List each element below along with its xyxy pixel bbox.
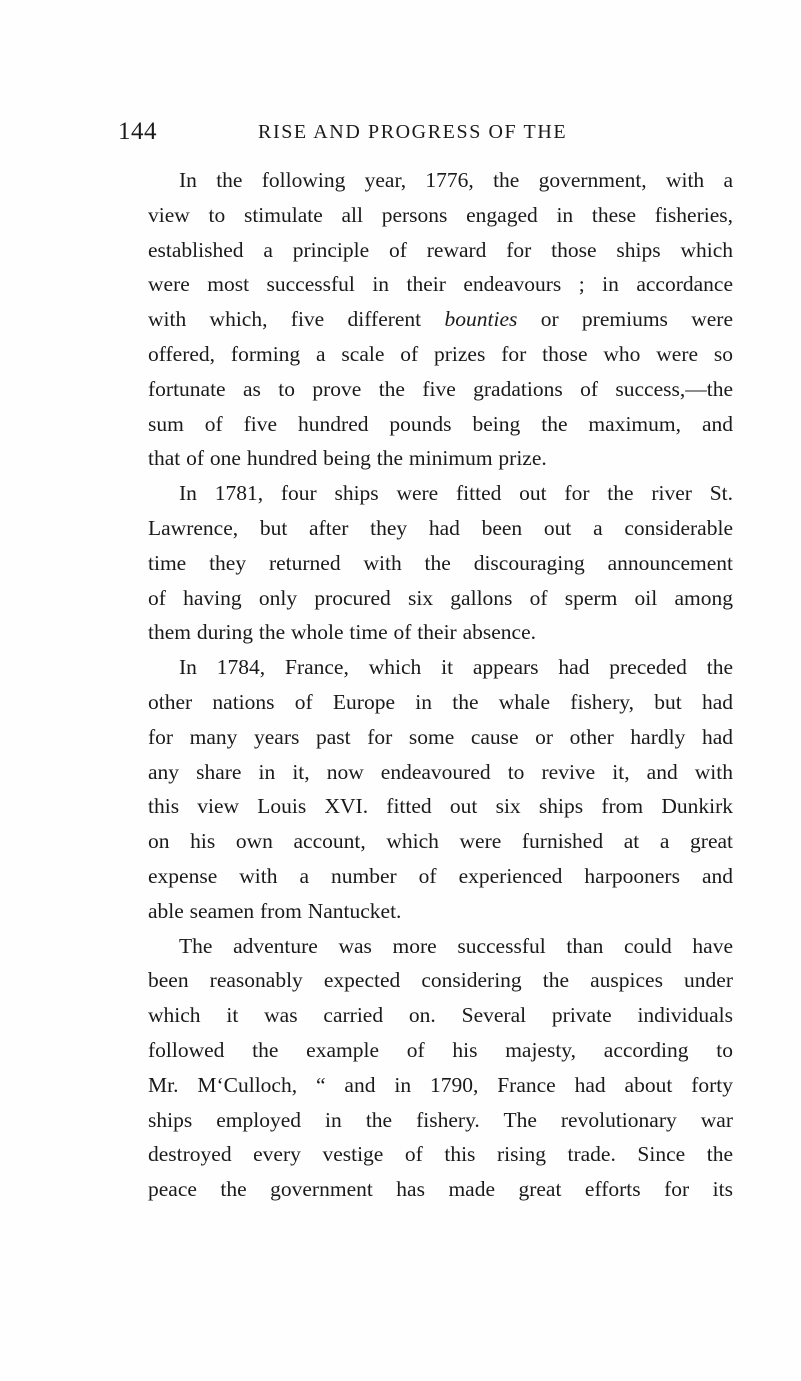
paragraph-2 [117, 476, 733, 650]
italic-word: bounties [444, 307, 518, 332]
text-fragment: with which, five different [148, 307, 422, 332]
text-line: sum of five hundred pounds being the maximum, and [148, 411, 733, 436]
text-line: offered, forming a scale of prizes for those who were so [148, 341, 733, 366]
text-line: In 1781, four ships were fitted out for the river St. [179, 481, 733, 506]
text-fragment: or premiums were [540, 307, 734, 332]
paragraph-3 [117, 650, 733, 928]
text-line: destroyed every vestige of this rising trade. Since the [148, 1142, 733, 1167]
text-line: of having only procured six gallons of sperm oil among [148, 585, 733, 610]
text-line: on his own account, which were furnished at a great [148, 829, 733, 854]
text-line: expense with a number of experienced harpooners and [148, 863, 733, 888]
page-number: 144 [118, 118, 157, 145]
text-line: them during the whole time of their absence. [148, 620, 536, 645]
paragraph-4 [117, 929, 733, 1207]
text-line: established a principle of reward for those ships which [148, 237, 733, 262]
text-line: any share in it, now endeavoured to revive it, and with [148, 759, 733, 784]
body-text [117, 163, 733, 1207]
text-line: which it was carried on. Several private individuals [148, 1003, 733, 1028]
text-line: ships employed in the fishery. The revolutionary war [148, 1107, 733, 1132]
text-line: followed the example of his majesty, according to [148, 1037, 733, 1062]
text-line: Lawrence, but after they had been out a considerable [148, 515, 733, 540]
text-line [117, 302, 733, 337]
text-line: In 1784, France, which it appears had preceded the [179, 655, 733, 680]
text-line: for many years past for some cause or other hardly had [148, 724, 733, 749]
text-line: this view Louis XVI. fitted out six ships from Dunkirk [148, 794, 733, 819]
text-line: able seamen from Nantucket. [148, 898, 402, 923]
text-line: were most successful in their endeavours ; in accordance [148, 272, 733, 297]
text-line: view to stimulate all persons engaged in these fisheries, [148, 202, 733, 227]
text-line: other nations of Europe in the whale fishery, but had [148, 689, 733, 714]
text-line: peace the government has made great efforts for its [148, 1177, 733, 1202]
running-title: RISE AND PROGRESS OF THE [258, 121, 568, 143]
text-line: time they returned with the discouraging announcement [148, 550, 733, 575]
running-head [118, 118, 728, 150]
text-line: been reasonably expected considering the auspices under [148, 968, 733, 993]
text-line: fortunate as to prove the five gradations of success,—the [148, 376, 733, 401]
paragraph-1 [117, 163, 733, 476]
text-line: Mr. M‘Culloch, “ and in 1790, France had about forty [148, 1072, 733, 1097]
text-line: that of one hundred being the minimum prize. [148, 446, 547, 471]
text-line: The adventure was more successful than could have [179, 933, 733, 958]
text-line: In the following year, 1776, the government, with a [179, 168, 733, 192]
